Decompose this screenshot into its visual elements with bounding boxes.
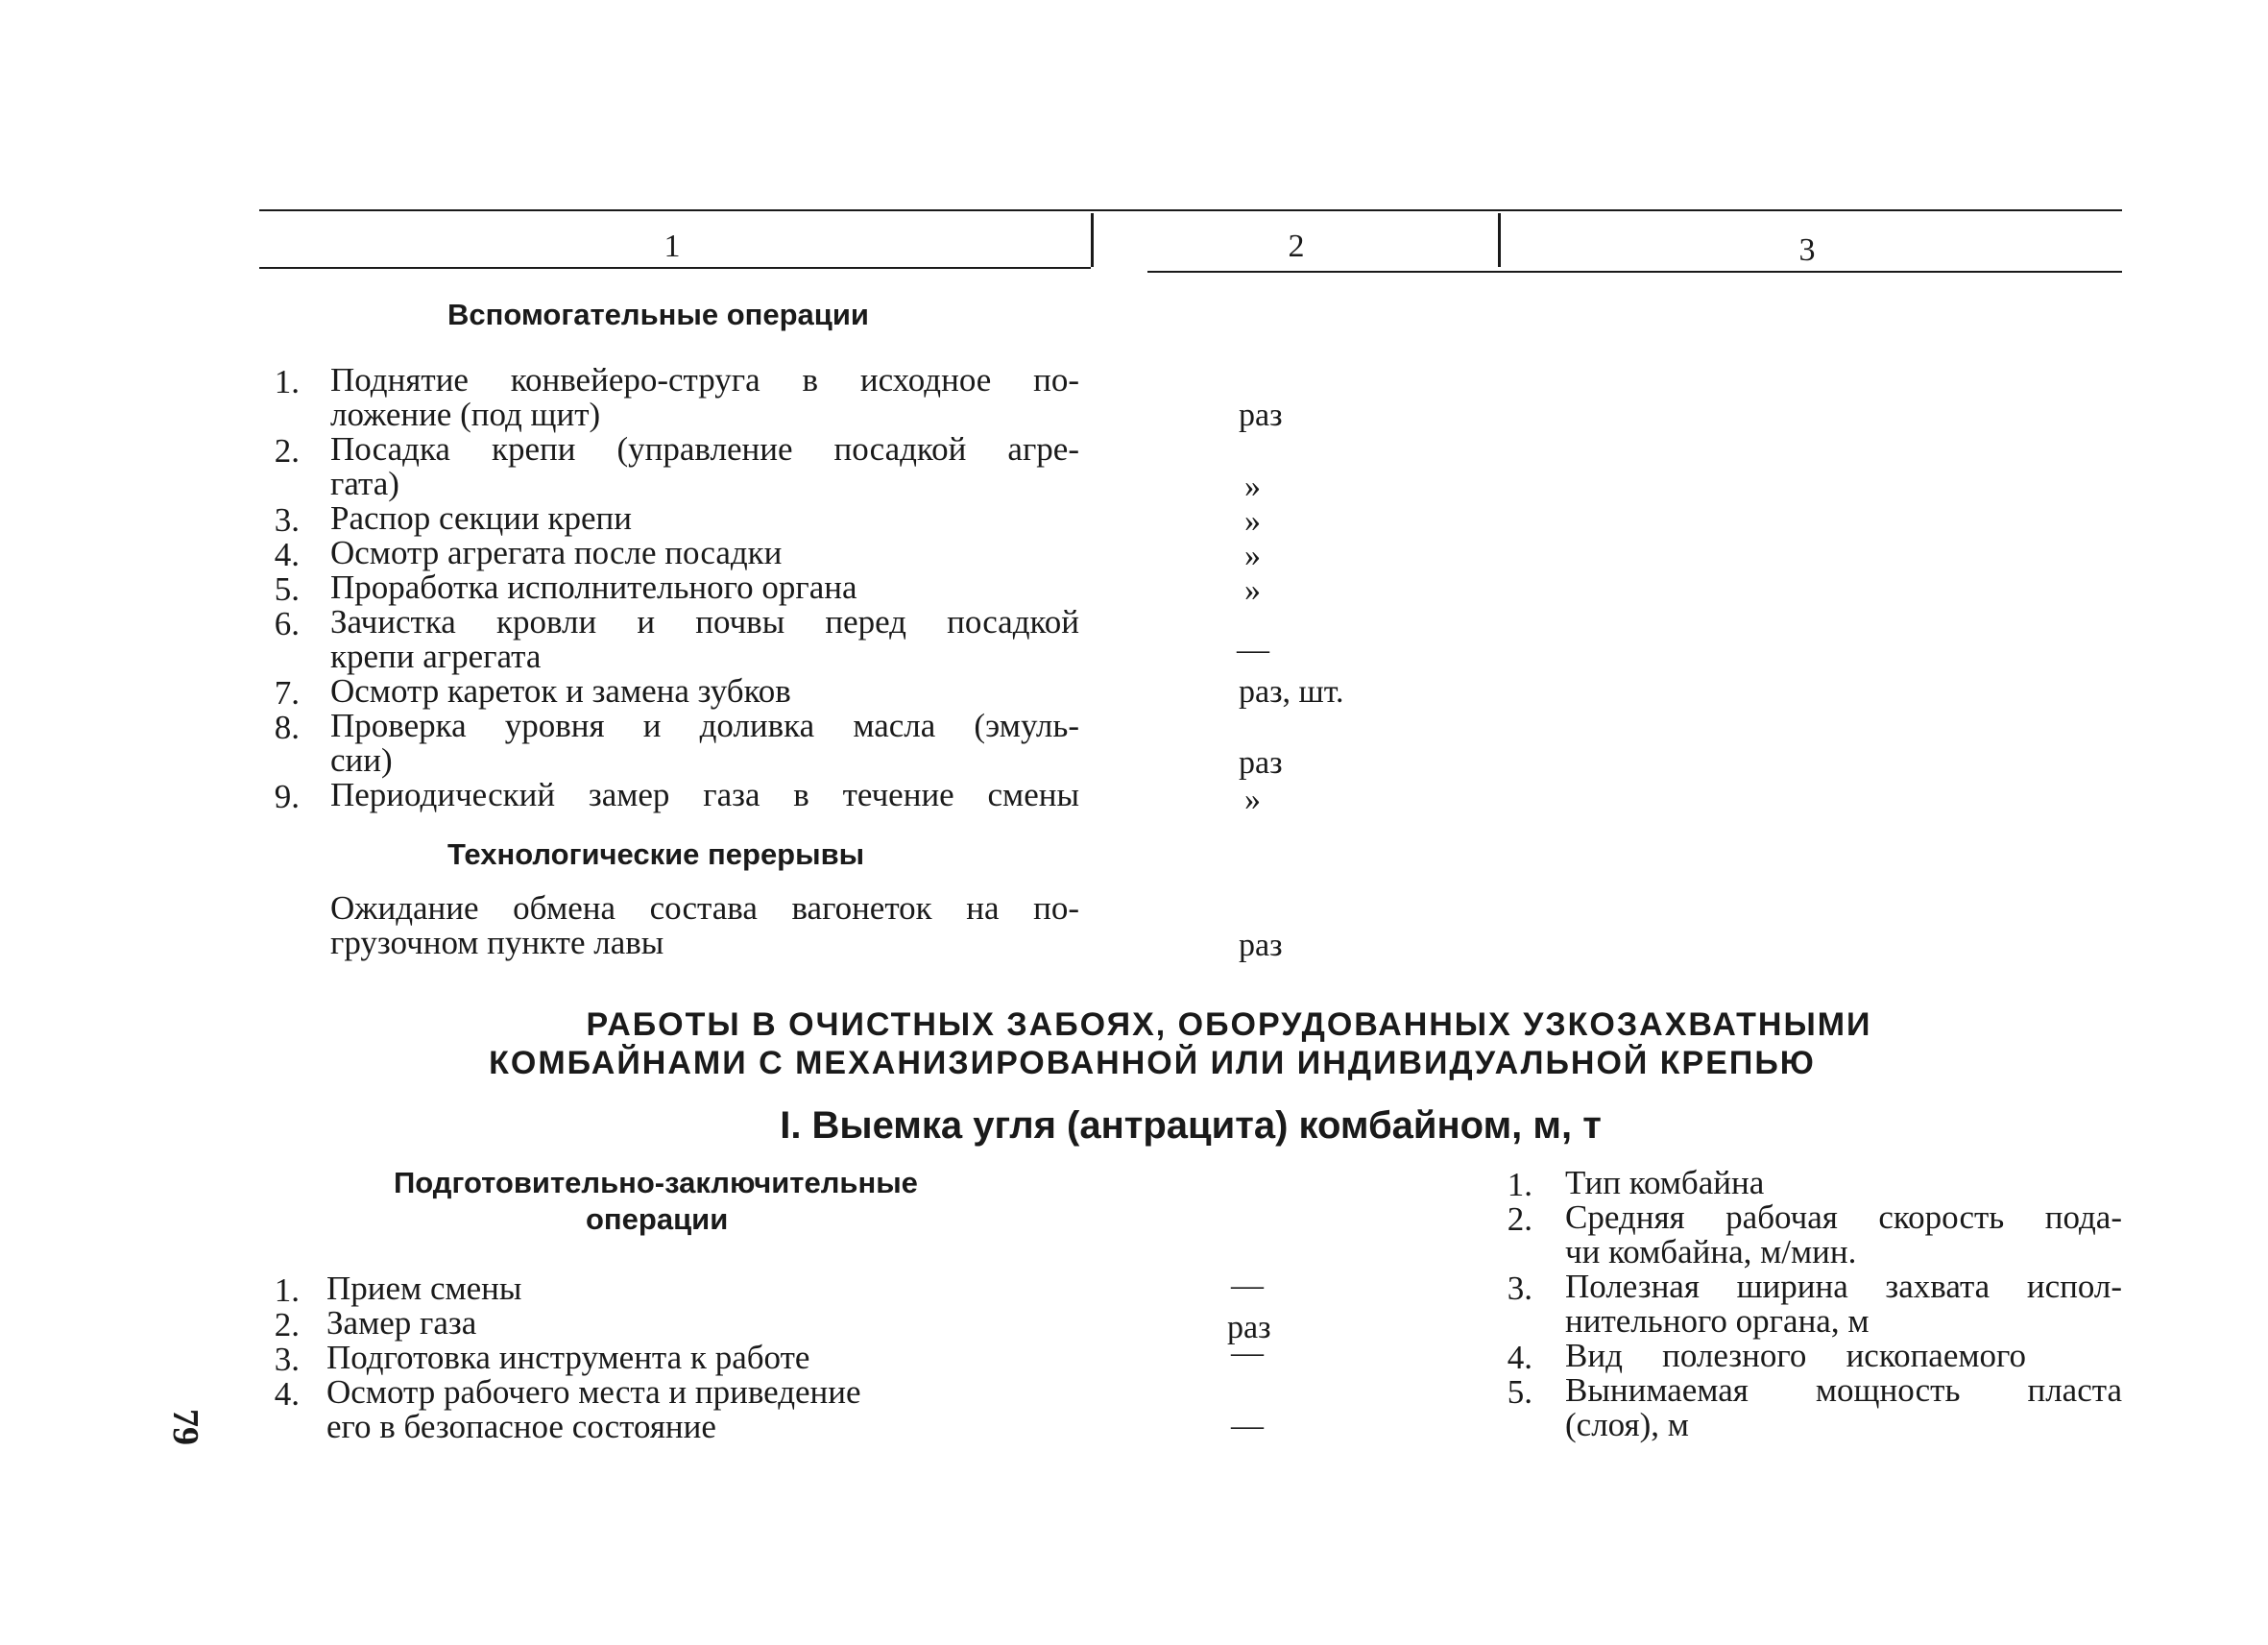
list-item-text: его в безопасное состояние [326,1408,716,1445]
list-item-unit: раз [1239,745,1283,781]
factor-text: чи комбайна, м/мин. [1565,1233,1857,1270]
section-title-breaks: Технологические перерывы [447,837,865,871]
list-item-text: Осмотр кареток и замена зубков [330,672,791,710]
list-item-unit: — [1231,1268,1264,1303]
column-header-3: 3 [1798,232,1816,268]
factor-number: 2. [1507,1200,1532,1238]
list-item-text: Осмотр рабочего места и приведение [326,1373,861,1411]
factor-text: Полезная ширина захвата испол- [1565,1268,2122,1305]
factor-text: Вид полезного ископаемого [1565,1337,2026,1374]
list-item-unit: — [1231,1408,1264,1443]
list-item-number: 5. [274,570,300,608]
list-item-text: сии) [330,741,393,779]
section-title-prep-line-1: Подготовительно-заключительные [394,1166,918,1199]
list-item-number: 2. [274,1306,300,1343]
list-item-number: 4. [274,1375,300,1413]
header-bottom-rule-left [259,267,1091,269]
list-item-number: 7. [274,674,300,712]
list-item-text: Замер газа [326,1304,477,1342]
section-title-auxiliary: Вспомогательные операции [447,298,869,331]
list-item-text: Прием смены [326,1270,522,1307]
breaks-item-unit: раз [1239,928,1283,963]
list-item-unit: » [1244,538,1261,573]
list-item-text: Посадка крепи (управление посадкой агре- [330,430,1079,468]
factor-text: Вынимаемая мощность пласта [1565,1371,2122,1409]
list-item-text: Осмотр агрегата после посадки [330,534,783,571]
breaks-item-text: грузочном пункте лавы [330,924,664,961]
list-item-number: 8. [274,709,300,746]
page-number: 79 [165,1409,205,1445]
section-subtitle: I. Выемка угля (антрацита) комбайном, м, т [780,1104,1602,1147]
list-item-number: 9. [274,778,300,815]
list-item-unit: » [1244,782,1261,817]
list-item-text: Проработка исполнительного органа [330,568,857,606]
list-item-text: Поднятие конвейеро-струга в исходное по- [330,361,1079,399]
header-bottom-rule-right [1147,271,2122,273]
list-item-text: Распор секции крепи [330,499,632,537]
list-item-unit: » [1244,469,1261,504]
header-divider-2 [1498,213,1501,267]
header-top-rule [259,209,2122,211]
list-item-number: 4. [274,536,300,573]
list-item-unit: раз, шт. [1239,674,1344,710]
list-item-text: ложение (под щит) [330,396,601,433]
list-item-unit: » [1244,572,1261,608]
breaks-item-text: Ожидание обмена состава вагонеток на по- [330,889,1079,927]
list-item-text: Подготовка инструмента к работе [326,1339,810,1376]
factor-number: 3. [1507,1270,1532,1307]
list-item-text: Периодический замер газа в течение смены [330,776,1079,813]
list-item-number: 1. [274,1271,300,1309]
factor-number: 1. [1507,1166,1532,1203]
factor-text: Тип комбайна [1565,1164,1765,1201]
section-title-prep-line-2: операции [586,1202,729,1236]
list-item-number: 6. [274,605,300,642]
factor-text: (слоя), м [1565,1406,1689,1443]
column-header-2: 2 [1288,229,1305,264]
list-item-unit: » [1244,503,1261,539]
list-item-text: гата) [330,465,399,502]
list-item-text: Зачистка кровли и почвы перед посадкой [330,603,1079,641]
list-item-number: 3. [274,501,300,539]
header-divider-1 [1091,213,1094,267]
list-item-unit: — [1231,1335,1264,1370]
factor-number: 4. [1507,1339,1532,1376]
list-item-number: 1. [274,363,300,400]
list-item-text: Проверка уровня и доливка масла (эмуль- [330,707,1079,744]
factor-text: нительного органа, м [1565,1302,1870,1340]
column-header-1: 1 [664,229,681,264]
list-item-number: 3. [274,1341,300,1378]
main-title-line-1: РАБОТЫ В ОЧИСТНЫХ ЗАБОЯХ, ОБОРУДОВАННЫХ УЗКОЗАХВАТНЫМИ [586,1006,1872,1043]
main-title-line-2: КОМБАЙНАМИ С МЕХАНИЗИРОВАННОЙ ИЛИ ИНДИВИДУАЛЬНОЙ КРЕПЬЮ [489,1045,1816,1081]
list-item-number: 2. [274,432,300,470]
list-item-unit: раз [1239,398,1283,433]
factor-text: Средняя рабочая скорость пода- [1565,1198,2122,1236]
list-item-unit: — [1237,632,1269,667]
list-item-text: крепи агрегата [330,638,542,675]
list-item-unit: раз [1227,1310,1271,1345]
factor-number: 5. [1507,1373,1532,1411]
